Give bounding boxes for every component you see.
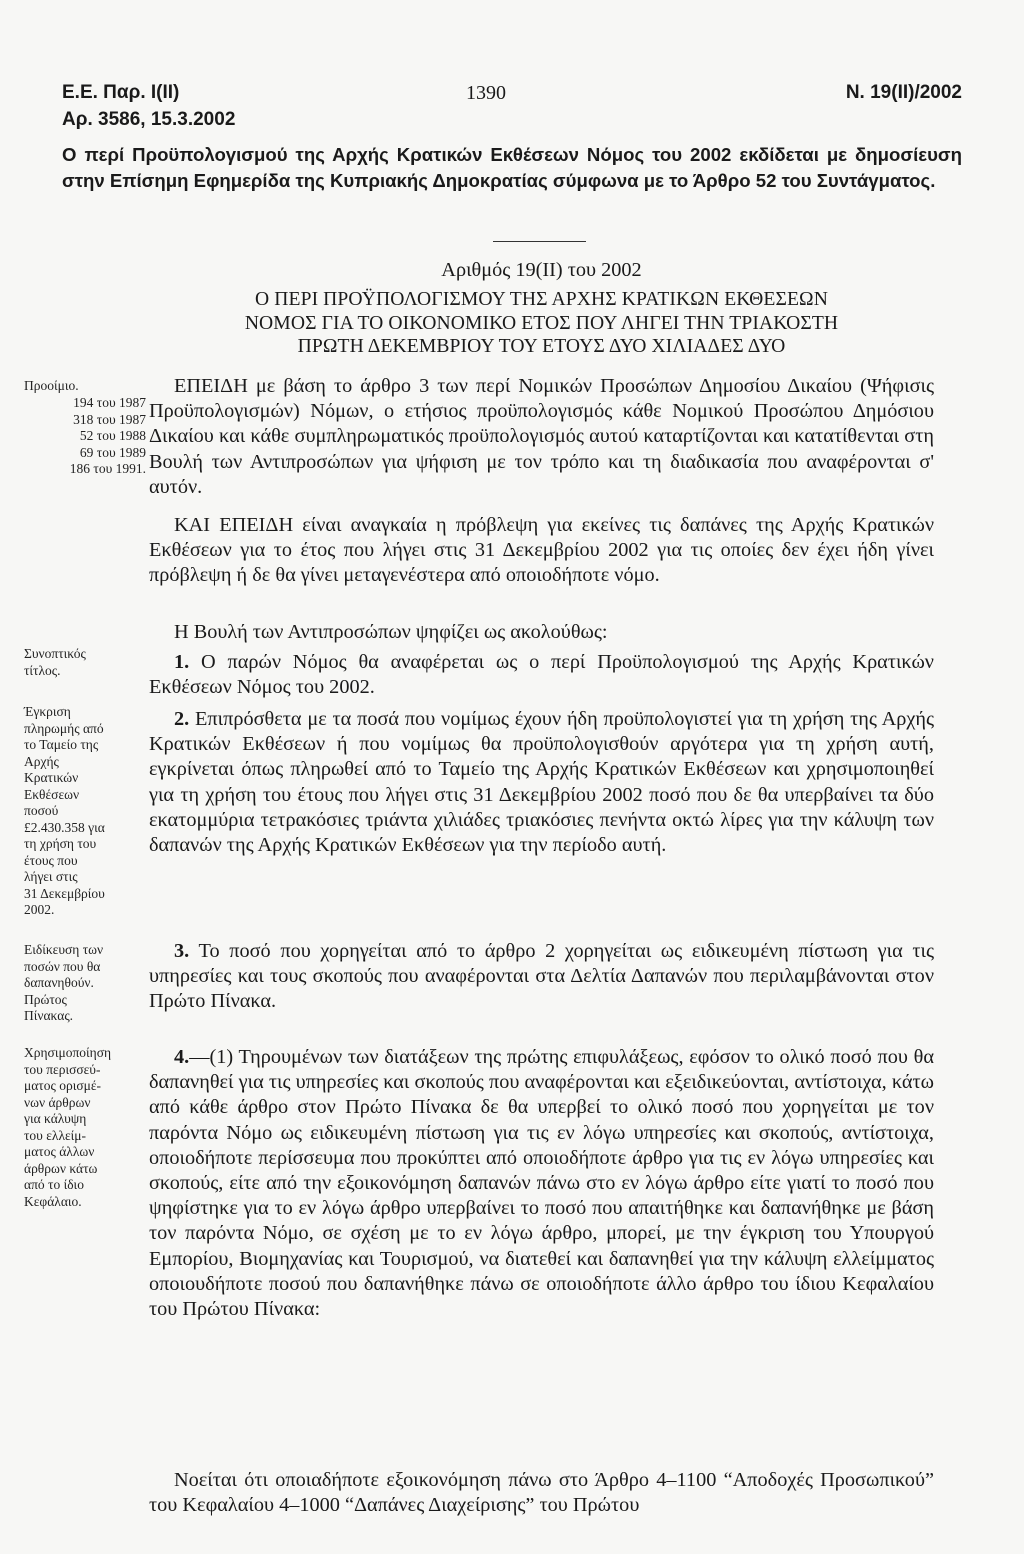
section-text: Ο παρών Νόμος θα αναφέρεται ως ο περί Προϋπολογισμού της Αρχής Κρατικών Εκθέσεων Νόμος του 2002. xyxy=(149,651,934,699)
law-ref: 186 του 1991. xyxy=(69,461,146,476)
issue-number-date: Αρ. 3586, 15.3.2002 xyxy=(62,109,236,130)
margin-line: Χρησιμοποίηση xyxy=(24,1045,112,1060)
preamble-2 xyxy=(149,513,934,589)
margin-line: το Ταμείο της xyxy=(24,737,99,752)
margin-line: Έγκριση xyxy=(24,704,71,719)
section-number: 1. xyxy=(174,651,190,673)
divider-rule xyxy=(493,241,586,242)
margin-line: του ελλείμ- xyxy=(24,1127,87,1143)
margin-line: Κεφάλαιο. xyxy=(24,1193,82,1209)
margin-line: Εκθέσεων xyxy=(24,786,80,802)
margin-line: από το ίδιο xyxy=(24,1177,84,1192)
law-title-block xyxy=(149,258,934,359)
margin-note-preamble xyxy=(24,378,146,395)
margin-line: ματος άλλων xyxy=(24,1144,95,1159)
section-text: Το ποσό που χορηγείται από το άρθρο 2 χορηγείται ως ειδικευμένη πίστωση για τις υπηρεσίες και τους σκοπούς που αναφέρονται στα Δελτία Δαπανών που περιλαμβάνονται στον Πρώτο Πίνακα. xyxy=(149,940,934,1013)
margin-line: νων άρθρων xyxy=(24,1094,91,1110)
law-ref: 69 του 1989 xyxy=(79,444,146,460)
margin-note-short-title xyxy=(24,646,146,679)
proviso xyxy=(149,1468,934,1518)
margin-line: ποσών που θα xyxy=(24,958,101,974)
publication-notice: Ο περί Προϋπολογισμού της Αρχής Κρατικών Εκθέσεων Νόμος του 2002 εκδίδεται με δημοσίευση στην Επίσημη Εφημερίδα της Κυπριακής Δημοκρατίας σύμφωνα με το Άρθρο 52 του Συντάγματος. xyxy=(62,144,962,191)
law-title-line: ΝΟΜΟΣ ΓΙΑ ΤΟ ΟΙΚΟΝΟΜΙΚΟ ΕΤΟΣ ΠΟΥ ΛΗΓΕΙ ΤΗΝ ΤΡΙΑΚΟΣΤΗ xyxy=(244,312,839,334)
law-ref: 52 του 1988 xyxy=(79,428,146,443)
enactment-text: Η Βουλή των Αντιπροσώπων ψηφίζει ως ακολούθως: xyxy=(174,621,608,643)
margin-line: λήγει στις xyxy=(24,869,78,884)
margin-line: Ειδίκευση των xyxy=(24,942,104,957)
law-title-line: ΠΡΩΤΗ ΔΕΚΕΜΒΡΙΟΥ ΤΟΥ ΕΤΟΥΣ ΔΥΟ ΧΙΛΙΑΔΕΣ ΔΥΟ xyxy=(297,336,786,358)
margin-line: Κρατικών xyxy=(24,770,79,785)
section-text: Επιπρόσθετα με τα ποσά που νομίμως έχουν ήδη προϋπολογιστεί για τη χρήση της Αρχής Κρατικών Εκθέσεων ή που νομίμως θα προϋπολογισθούν αργότερα για τη χρήση αυτή, εγκρίνεται όπως πληρωθεί από το Ταμείο της Αρχής Κρατικών Εκθέσεων και χρησιμοποιηθεί για τη χρήση του έτους που λήγει στις 31 Δεκεμβρίου 2002 ποσό που δε θα υπερβαίνει τα δύο εκατομμύρια τετρακόσιες τριάντα χιλιάδες τριακόσιες πενήντα οκτώ λίρες για την κάλυψη των δαπανών της Αρχής Κρατικών Εκθέσεων για την περίοδο αυτή. xyxy=(149,708,934,857)
margin-line: 31 Δεκεμβρίου xyxy=(24,885,105,901)
section-2 xyxy=(149,707,934,858)
margin-line: τη χρήση του xyxy=(24,836,97,851)
margin-line: ματος ορισμέ- xyxy=(24,1078,102,1093)
margin-line: για κάλυψη xyxy=(24,1111,87,1126)
margin-line: Συνοπτικός xyxy=(24,646,86,661)
law-reference: Ν. 19(ΙΙ)/2002 xyxy=(845,82,962,103)
section-number: 3. xyxy=(174,940,190,962)
margin-line: Πρώτος xyxy=(24,991,67,1007)
law-number: Αριθμός 19(ΙΙ) του 2002 xyxy=(441,259,642,281)
margin-line: 2002. xyxy=(24,902,55,917)
margin-note-specification xyxy=(24,942,146,1025)
margin-line: τίτλος. xyxy=(24,662,61,678)
section-4 xyxy=(149,1045,934,1322)
margin-line: πληρωμής από xyxy=(24,720,104,736)
section-number: 4. xyxy=(174,1046,190,1068)
gazette-header xyxy=(62,82,962,142)
margin-note-label: Προοίμιο. xyxy=(24,378,79,393)
margin-line: του περισσεύ- xyxy=(24,1061,101,1077)
margin-line: £2.430.358 για xyxy=(24,819,105,835)
law-title-line: Ο ΠΕΡΙ ΠΡΟΫΠΟΛΟΓΙΣΜΟΥ ΤΗΣ ΑΡΧΗΣ ΚΡΑΤΙΚΩΝ ΕΚΘΕΣΕΩΝ xyxy=(255,289,828,311)
margin-note-refs xyxy=(24,395,146,478)
enactment-clause xyxy=(149,620,934,645)
section-text: —(1) Τηρουμένων των διατάξεων της πρώτης επιφυλάξεως, εφόσον το ολικό ποσό που θα δαπανηθεί για τις υπηρεσίες και σκοπούς που αναφέρονται και εξειδικεύονται, αντίστοιχα, κάτω από κάθε άρθρο στον Πρώτο Πίνακα δε θα υπερβεί το ολικό ποσό που χορηγείται με τον παρόντα Νόμο ως ειδικευμένη πίστωση για τις εν λόγω υπηρεσίες και σκοπούς, αντίστοιχα, οποιοδήποτε περίσσευμα που προκύπτει από οποιοδήποτε άρθρο για τις εν λόγω υπηρεσίες και σκοπούς, είτε από την εξοικονόμηση δαπανών πάνω στο εν λόγω άρθρο είτε γιατί το ποσό που ψηφίστηκε για το εν λόγω άρθρο υπερβαίνει το ποσό που απαιτήθηκε και δαπανήθηκε με βάση τον παρόντα Νόμο, σε σχέση με το εν λόγω άρθρο, μπορεί, με την έγκριση του Υπουργού Εμπορίου, Βιομηχανίας και Τουρισμού, να διατεθεί και δαπανηθεί για την κάλυψη ελλείμματος οποιουδήποτε ποσού που δαπανήθηκε πάνω σε οποιοδήποτε άλλο άρθρο του ίδιου Κεφαλαίου του Πρώτου Πίνακα: xyxy=(149,1046,934,1321)
margin-note-surplus xyxy=(24,1045,146,1210)
preamble-1 xyxy=(149,374,934,500)
preamble-text: ΕΠΕΙΔΗ με βάση το άρθρο 3 των περί Νομικών Προσώπων Δημοσίου Δικαίου (Ψήφισις Προϋπολογισμών) Νόμων, ο ετήσιος προϋπολογισμός κάθε Νομικού Προσώπου Δημόσιου Δικαίου και κάθε συμπληρωματικός προϋπολογισμός αυτού καταρτίζονται και κατατίθενται στη Βουλή των Αντιπροσώπων για ψήφιση με τον τρόπο και τη διαδικασία που αναφέρονται σ' αυτόν. xyxy=(149,375,934,498)
margin-line: άρθρων κάτω xyxy=(24,1160,98,1176)
preamble-text: ΚΑΙ ΕΠΕΙΔΗ είναι αναγκαία η πρόβλεψη για εκείνες τις δαπάνες της Αρχής Κρατικών Εκθέσεων για το έτος που λήγει στις 31 Δεκεμβρίου 2002 για τις οποίες δεν έχει ήδη γίνει πρόβλεψη ή δε θα γίνει μεταγενέστερα από οποιοδήποτε νόμο. xyxy=(149,514,934,587)
margin-line: έτους που xyxy=(24,852,78,868)
section-1 xyxy=(149,650,934,700)
margin-line: ποσού xyxy=(24,803,59,818)
gazette-part: Ε.Ε. Παρ. Ι(ΙΙ) xyxy=(62,82,180,103)
margin-line: δαπανηθούν. xyxy=(24,975,94,990)
law-ref: 194 του 1987 xyxy=(73,395,146,410)
section-number: 2. xyxy=(174,708,190,730)
margin-note-approval xyxy=(24,704,146,919)
section-3 xyxy=(149,939,934,1015)
page-number: 1390 xyxy=(466,82,506,104)
law-ref: 318 του 1987 xyxy=(73,411,146,427)
margin-line: Πίνακας. xyxy=(24,1008,74,1023)
margin-line: Αρχής xyxy=(24,753,59,769)
proviso-text: Νοείται ότι οποιαδήποτε εξοικονόμηση πάνω στο Άρθρο 4–1100 “Αποδοχές Προσωπικού” του Κεφαλαίου 4–1000 “Δαπάνες Διαχείρισης” του Πρώτου xyxy=(149,1469,934,1517)
